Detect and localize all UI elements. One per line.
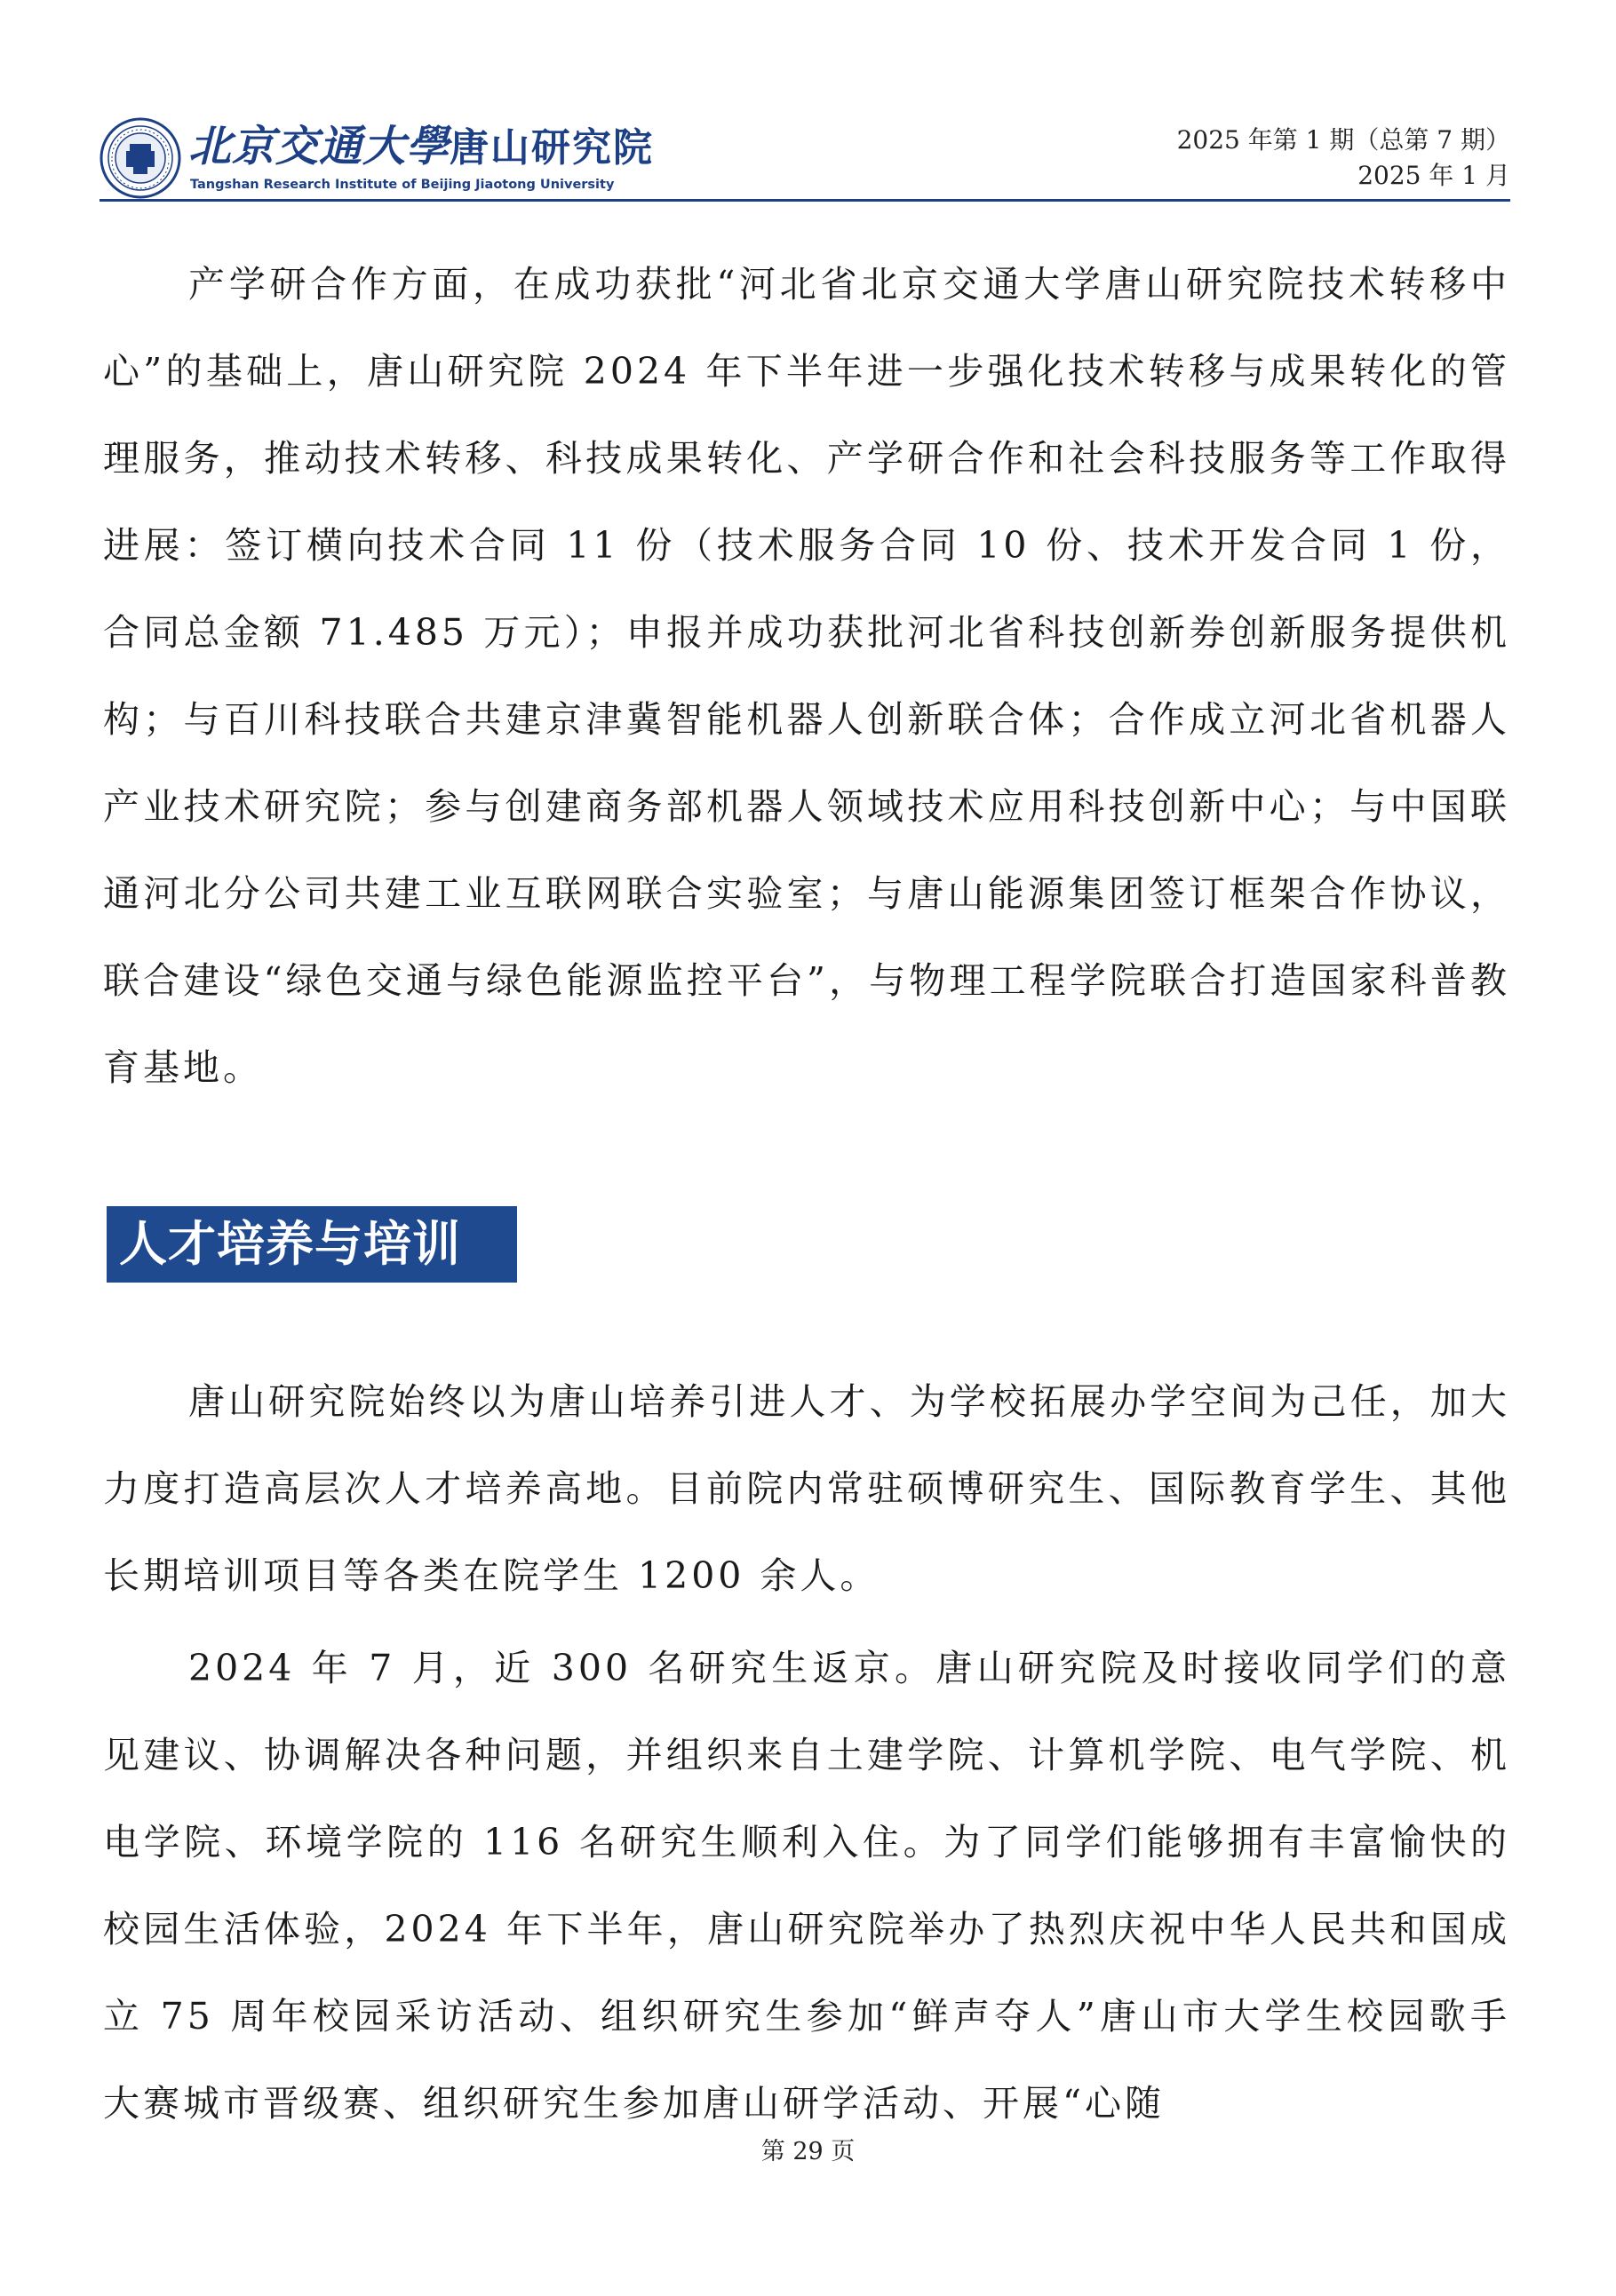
paragraph-talent-overview: 唐山研究院始终以为唐山培养引进人才、为学校拓展办学空间为己任，加大力度打造高层次人才培养高地。目前院内常驻硕博研究生、国际教育学生、其他长期培训项目等各类在院学生 1200 余人。 xyxy=(103,1380,1510,1597)
paragraph-graduate-students: 2024 年 7 月，近 300 名研究生返京。唐山研究院及时接收同学们的意见建议、协调解决各种问题，并组织来自土建学院、计算机学院、电气学院、机电学院、环境学院的 116 名研究生顺利入住。为了同学们能够拥有丰富愉快的校园生活体验，2024 年下半年，唐山研究院举办了热烈庆祝中华人民共和国成立 75 周年校园采访活动、组织研究生参加“鲜声夺人”唐山市大学生校园歌手大赛城市晋级赛、组织研究生参加唐山研学活动、开展“心随 xyxy=(103,1647,1510,2125)
institute-english-name: Tangshan Research Institute of Beijing Jiaotong University xyxy=(190,178,615,192)
section-heading-talent-training: 人才培养与培训 xyxy=(107,1206,517,1283)
page-number: 第 29 页 xyxy=(760,2138,856,2165)
university-seal-icon xyxy=(100,117,181,199)
institute-name: 唐山研究院 xyxy=(450,125,655,171)
university-logo-text xyxy=(188,112,654,173)
paragraph-industry-cooperation: 产学研合作方面，在成功获批“河北省北京交通大学唐山研究院技术转移中心”的基础上，唐山研究院 2024 年下半年进一步强化技术转移与成果转化的管理服务，推动技术转移、科技成果转化、产学研合作和社会科技服务等工作取得进展：签订横向技术合同 11 份（技术服务合同 10 份、技术开发合同 1 份，合同总金额 71.485 万元）；申报并成功获批河北省科技创新券创新服务提供机构；与百川科技联合共建京津冀智能机器人创新联合体；合作成立河北省机器人产业技术研究院；参与创建商务部机器人领域技术应用科技创新中心；与中国联通河北分公司共建工业互联网联合实验室；与唐山能源集团签订框架合作协议，联合建设“绿色交通与绿色能源监控平台”，与物理工程学院联合打造国家科普教育基地。 xyxy=(103,263,1510,1089)
issue-date: 2025 年 1 月 xyxy=(1357,161,1510,190)
issue-number: 2025 年第 1 期（总第 7 期） xyxy=(1176,125,1510,155)
header-divider xyxy=(100,199,1510,202)
university-name: 北京交通大學 xyxy=(188,122,450,171)
page-header xyxy=(100,105,1510,203)
